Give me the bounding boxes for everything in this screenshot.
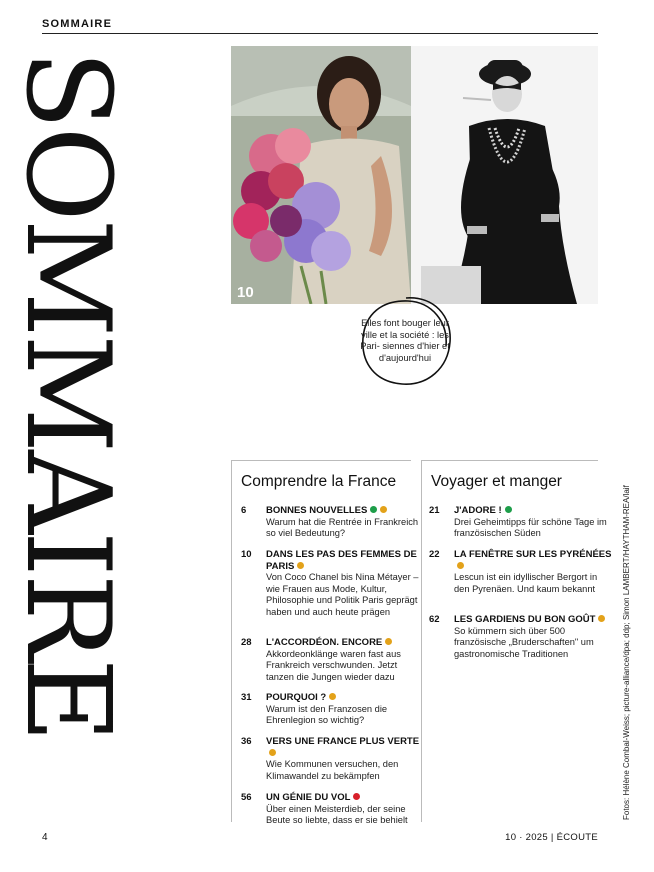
toc-entry-description: Von Coco Chanel bis Nina Métayer – wie Frauen aus Mode, Kultur, Philosophie und Politik Paris geprägt haben und auch heute prägen bbox=[266, 572, 419, 617]
toc-entry-page-number: 36 bbox=[241, 736, 252, 747]
photo-coco-chanel bbox=[411, 46, 598, 304]
toc-entry-description: Lescun ist ein idyllischer Bergort in den Pyrenäen. Und kaum bekannt bbox=[454, 572, 598, 594]
toc-entry-heading bbox=[266, 637, 424, 649]
toc-entry-page-number: 31 bbox=[241, 692, 252, 703]
toc-entry-description: Warum ist den Franzosen die Ehrenlegion so wichtig? bbox=[266, 703, 388, 725]
toc-entry-heading-text: BONNES NOUVELLES bbox=[266, 505, 368, 516]
toc-entry-page-number: 6 bbox=[241, 505, 247, 516]
toc-entry-heading bbox=[454, 614, 612, 626]
category-dot-icon bbox=[353, 793, 360, 800]
category-dot-icon bbox=[598, 615, 605, 622]
toc-entry-description: Warum hat die Rentrée in Frankreich so viel Bedeutung? bbox=[266, 516, 419, 538]
toc-entry-page-number: 56 bbox=[241, 792, 252, 803]
toc-entry-page-number: 10 bbox=[241, 549, 252, 560]
left-column-rule bbox=[231, 460, 232, 822]
toc-entry-page-number: 22 bbox=[429, 549, 440, 560]
toc-entry-description: Akkordeonklänge waren fast aus Frankreich verschwunden. Jetzt tanzen die Jungen wieder dazu bbox=[266, 648, 401, 682]
photo-woman-with-flowers bbox=[231, 46, 411, 304]
toc-entry-description: So kümmern sich über 500 französische „Bruderschaften" um gastronomische Traditionen bbox=[454, 625, 594, 659]
photo-caption: Elles font bouger leur ville et la société : les Pari- siennes d'hier et d'aujourd'hui bbox=[360, 318, 450, 363]
big-vertical-title: SOMMAIRE bbox=[0, 50, 135, 740]
toc-entry-body bbox=[454, 549, 612, 595]
toc-entry-body bbox=[454, 505, 612, 540]
footer-page-number: 4 bbox=[42, 832, 48, 843]
toc-entry-page-number: 62 bbox=[429, 614, 440, 625]
toc-entry-heading-text: LES GARDIENS DU BON GOÛT bbox=[454, 614, 596, 625]
section-label: SOMMAIRE bbox=[42, 18, 113, 30]
toc-entry-body bbox=[266, 505, 424, 540]
category-dot-icon bbox=[457, 562, 464, 569]
toc-entry-body bbox=[266, 792, 424, 827]
right-column-title: Voyager et manger bbox=[431, 473, 562, 490]
left-column-title: Comprendre la France bbox=[241, 473, 397, 490]
toc-entry-description: Wie Kommunen versuchen, den Klimawandel zu bekämpfen bbox=[266, 759, 399, 781]
photo-page-number: 10 bbox=[237, 284, 254, 301]
toc-entry-page-number: 21 bbox=[429, 505, 440, 516]
right-column-top-rule bbox=[421, 460, 598, 461]
category-dot-icon bbox=[505, 506, 512, 513]
toc-entry-heading bbox=[266, 792, 424, 804]
toc-entry-body bbox=[266, 637, 424, 683]
toc-entry-description: Drei Geheimtipps für schöne Tage im französischen Süden bbox=[454, 516, 607, 538]
toc-entry-heading bbox=[266, 692, 424, 704]
toc-entry-page-number: 28 bbox=[241, 637, 252, 648]
toc-entry-body bbox=[266, 736, 424, 782]
category-dot-icon bbox=[329, 693, 336, 700]
toc-entry-description: Über einen Meisterdieb, der seine Beute so liebte, dass er sie behielt bbox=[266, 803, 408, 825]
left-column-top-rule bbox=[231, 460, 411, 461]
toc-entry-heading bbox=[266, 549, 424, 572]
toc-entry-body bbox=[266, 549, 424, 618]
top-rule bbox=[42, 33, 598, 34]
toc-entry-heading-text: J'ADORE ! bbox=[454, 505, 502, 516]
toc-entry-heading-text: POURQUOI ? bbox=[266, 692, 327, 703]
toc-entry-heading-text: UN GÉNIE DU VOL bbox=[266, 792, 351, 803]
category-dot-icon bbox=[297, 562, 304, 569]
toc-entry-heading-text: DANS LES PAS DES FEMMES DE PARIS bbox=[266, 549, 417, 572]
toc-entry-body bbox=[454, 614, 612, 660]
toc-entry-heading bbox=[454, 549, 612, 572]
category-dot-icon bbox=[269, 749, 276, 756]
photo-woman-with-flowers-illustration bbox=[231, 46, 411, 304]
category-dot-icon bbox=[380, 506, 387, 513]
toc-entry-heading bbox=[454, 505, 612, 517]
toc-entry-heading-text: LA FENÊTRE SUR LES PYRÉNÉES bbox=[454, 549, 612, 560]
toc-entry-heading-text: L'ACCORDÉON. ENCORE bbox=[266, 637, 383, 648]
photo-credit: Fotos: Hélène Combal-Weiss; picture-alliance/dpa; ddp; Simon LAMBERT/HAYTHAM-REA/laif bbox=[622, 485, 631, 820]
toc-entry-heading bbox=[266, 736, 424, 759]
category-dot-icon bbox=[370, 506, 377, 513]
toc-entry-body bbox=[266, 692, 424, 727]
category-dot-icon bbox=[385, 638, 392, 645]
footer-issue: 10 · 2025 | ÉCOUTE bbox=[505, 832, 598, 843]
photo-coco-chanel-illustration bbox=[411, 46, 598, 304]
toc-entry-heading-text: VERS UNE FRANCE PLUS VERTE bbox=[266, 736, 420, 747]
toc-entry-heading bbox=[266, 505, 424, 517]
